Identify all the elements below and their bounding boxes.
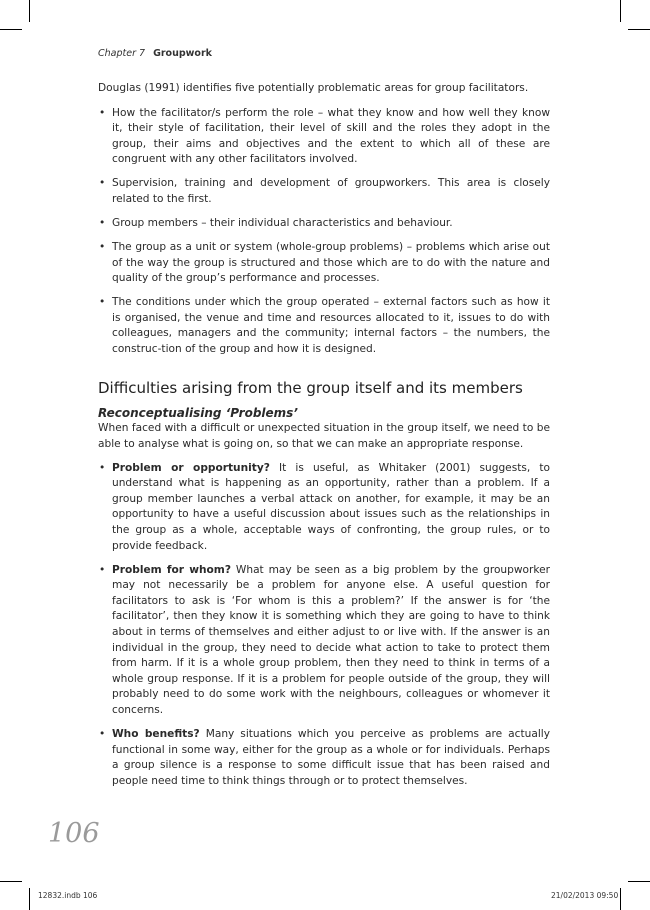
bullet-icon: • (99, 240, 106, 253)
section-intro: When faced with a difficult or unexpected situation in the group itself, we need to be able to analyse what is going on, so that we can make an appropriate response. (98, 422, 550, 451)
list-item (98, 563, 550, 719)
subheading: Reconceptualising ‘Problems’ (98, 406, 298, 421)
crop-mark (29, 888, 30, 910)
slug-file: 12832.indb 106 (38, 891, 98, 900)
problem-areas-list (98, 106, 550, 358)
crop-mark (628, 29, 650, 30)
running-head (98, 48, 212, 59)
page-number: 106 (48, 818, 100, 849)
item-text: What may be seen as a big problem by the groupworker may not necessarily be a problem for anyone else. A useful question for facilitators to ask is ‘For whom is this a problem?’ If the answer is for ‘the facilitator’, then they know it is something which they are going to have to think about in terms of themselves and either adjust to or live with. If the answer is an individual in the group, they need to decide what action to take to protect them from harm. If it is a whole group problem, then they need to think in terms of a whole group response. If it is a problem for people outside of the group, they will probably need to do some work with the neighbours, colleagues or whomever it concerns. (112, 563, 551, 716)
slug-timestamp: 21/02/2013 09:50 (551, 891, 619, 900)
running-title: Groupwork (153, 48, 212, 59)
bullet-icon: • (99, 177, 106, 190)
crop-mark (628, 881, 650, 882)
crop-mark (0, 881, 22, 882)
list-item (98, 461, 550, 555)
bullet-icon: • (99, 563, 106, 576)
list-item: • Group members – their individual characteristics and behaviour. (98, 216, 550, 232)
crop-mark (0, 29, 22, 30)
section-heading: Difficulties arising from the group itself and its members (98, 379, 523, 398)
item-text: It is useful, as Whitaker (2001) suggests, to understand what is happening as an opportunity, rather than a problem. If a group member launches a verbal attack on another, for example, it may be an opportunity to have a useful discussion about issues such as the relationships in the group as a whole, acceptable ways of confronting, the group rules, or to provide feedback. (112, 461, 550, 552)
chapter-label: Chapter 7 (98, 48, 146, 59)
bullet-icon: • (99, 296, 106, 309)
list-item (98, 727, 550, 789)
crop-mark (620, 888, 621, 910)
bullet-icon: • (99, 106, 106, 119)
item-lead: Problem for whom? (112, 563, 231, 576)
list-item: • The conditions under which the group operated – external factors such as how it is organised, the venue and time and resources allocated to it, issues to do with colleagues, managers and the community; internal factors – the numbers, the construc-tion of the group and how it is designed. (99, 296, 550, 355)
intro-paragraph: Douglas (1991) identifies five potentially problematic areas for group facilitators. (98, 82, 529, 94)
page-body (98, 81, 550, 789)
list-item: • The group as a unit or system (whole-group problems) – problems which arise out of the way the group is structured and those which are to do with the nature and quality of the group’s performance and processes. (99, 240, 550, 285)
crop-mark (29, 0, 30, 22)
bullet-icon: • (99, 216, 106, 229)
list-item: • Supervision, training and development of groupworkers. This area is closely related to the first. (99, 177, 550, 205)
reconceptualising-list (98, 461, 550, 790)
item-text: Many situations which you perceive as problems are actually functional in some way, either for the group as a whole or for individuals. Perhaps a group silence is a response to some difficult issue that has been raised and people need time to think things through or to protect themselves. (112, 727, 550, 787)
item-lead: Problem or opportunity? (112, 461, 270, 474)
item-lead: Who benefits? (112, 727, 200, 740)
list-item: • How the facilitator/s perform the role – what they know and how well they know it, their style of facilitation, their level of skill and the roles they adopt in the group, their aims and objectives and the extent to which all of these are congruent with any other facilitators involved. (99, 106, 550, 166)
crop-mark (620, 0, 621, 22)
bullet-icon: • (99, 727, 106, 740)
bullet-icon: • (99, 461, 106, 474)
